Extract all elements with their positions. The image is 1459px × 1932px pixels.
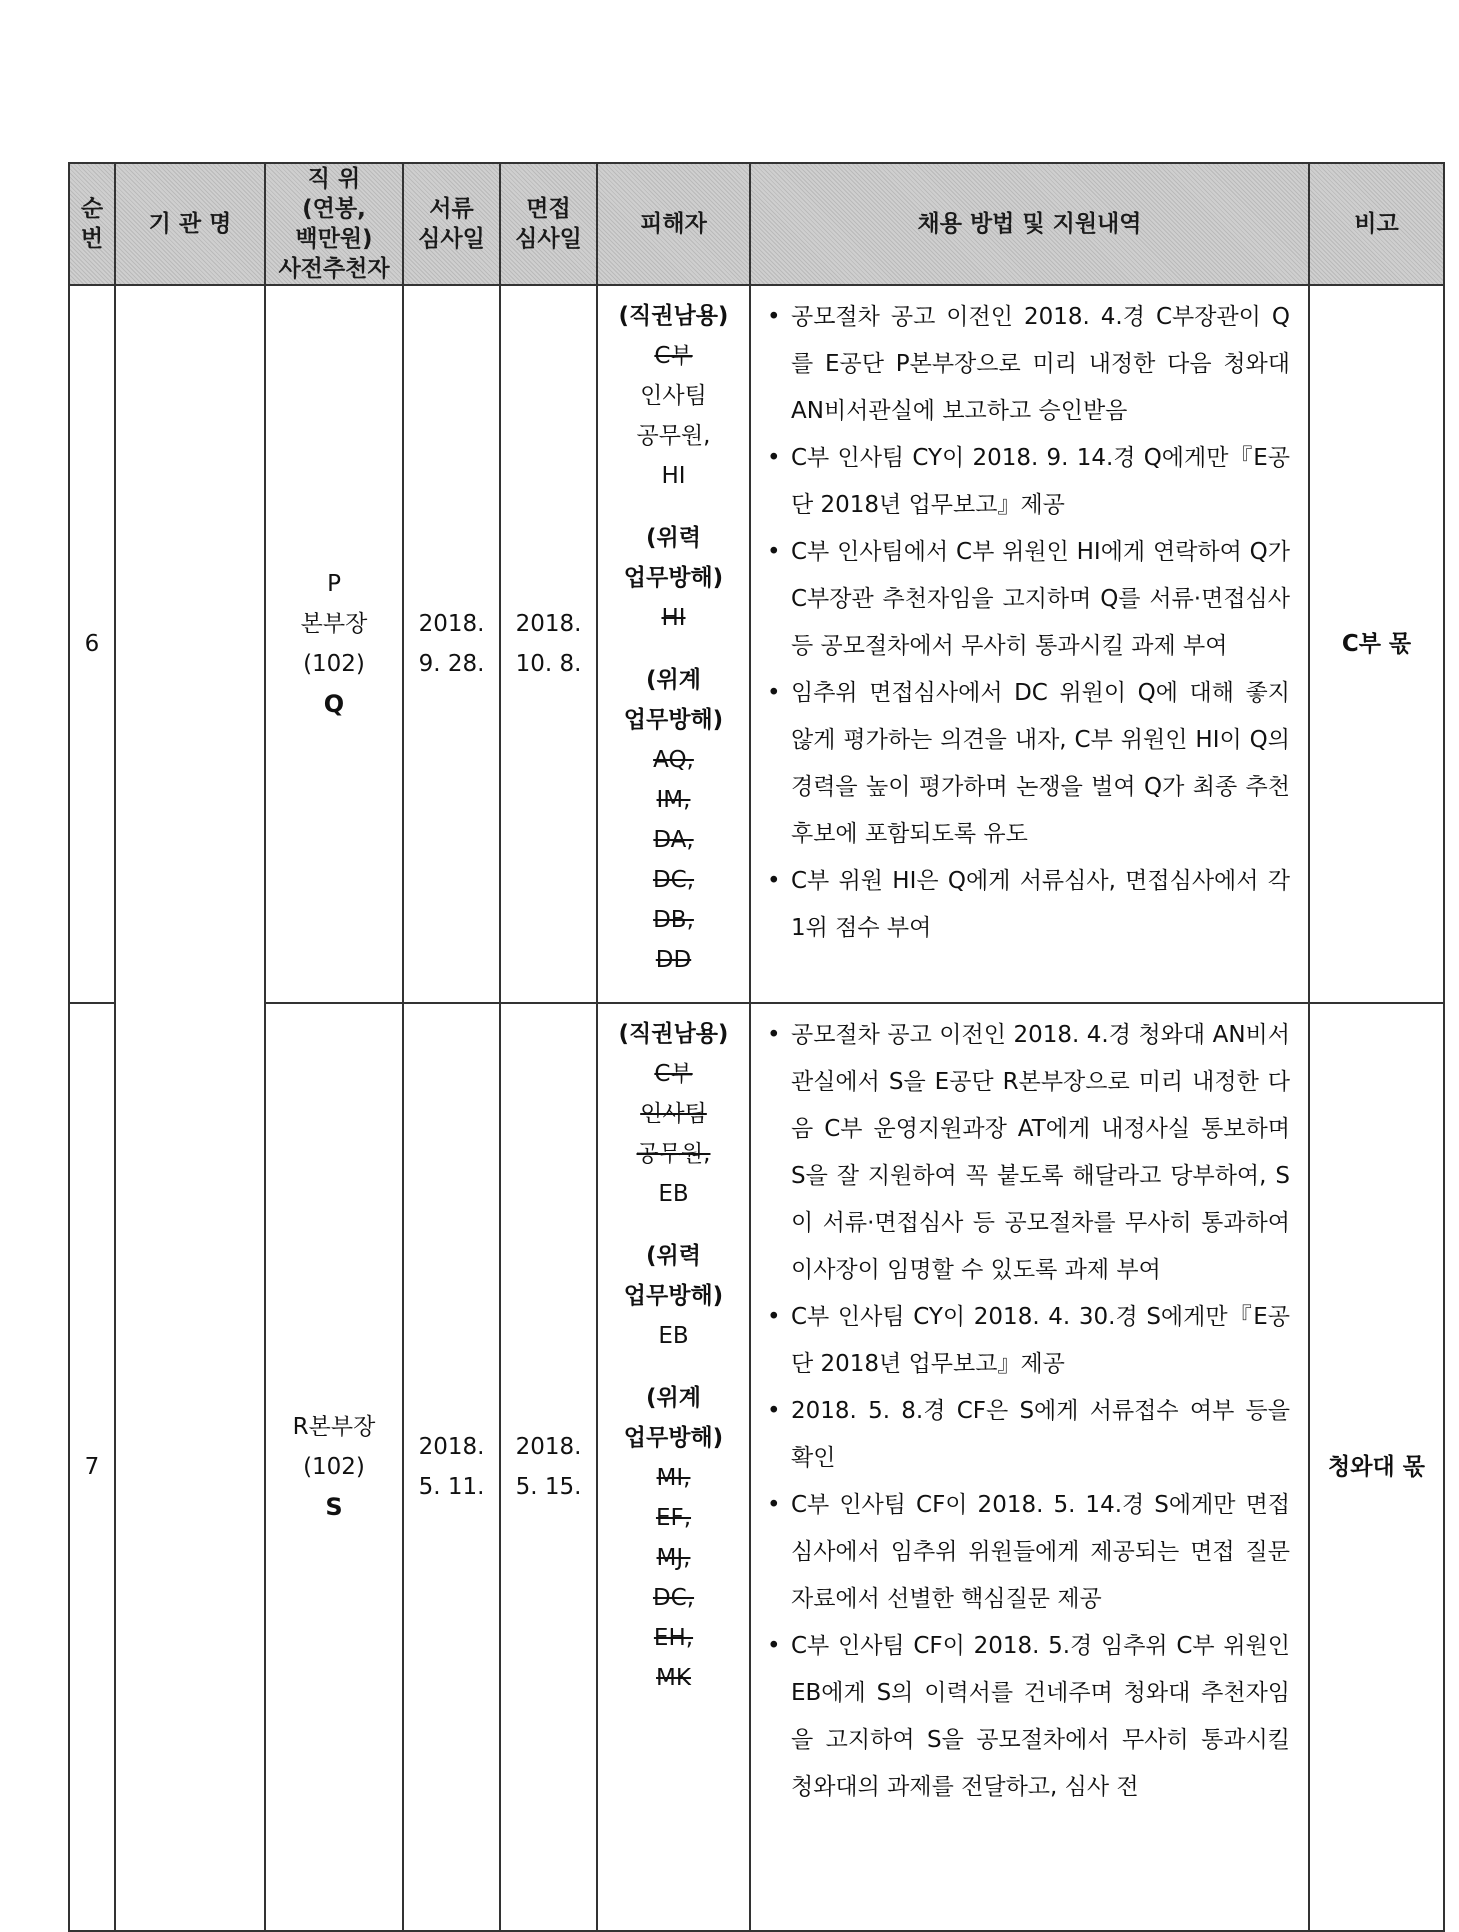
row-note: 청와대 몫 bbox=[1309, 1003, 1444, 1931]
victim-group: (위계 업무방해) MI, EF, MJ, DC, EH, MK bbox=[623, 1385, 724, 1691]
row-victims bbox=[597, 285, 750, 1003]
list-item: • C부 위원 HI은 Q에게 서류심사, 면접심사에서 각 1위 점수 부여 bbox=[761, 858, 1290, 952]
victim-group: (위력 업무방해) HI bbox=[623, 525, 724, 631]
header-victim: 피해자 bbox=[597, 163, 750, 285]
row-position bbox=[265, 1003, 403, 1931]
row-note: C부 몫 bbox=[1309, 285, 1444, 1003]
header-no: 순 번 bbox=[69, 163, 115, 285]
victim-group: (직권남용) C부 인사팀 공무원, HI bbox=[618, 303, 729, 489]
list-item: • C부 인사팀 CY이 2018. 4. 30.경 S에게만『E공단 2018년 업무보고』제공 bbox=[761, 1294, 1290, 1388]
row-doc-date: 2018. 5. 11. bbox=[403, 1003, 500, 1931]
row-interview-date: 2018. 10. 8. bbox=[500, 285, 597, 1003]
position-sub: 본부장 bbox=[300, 611, 368, 637]
row-methods bbox=[750, 285, 1309, 1003]
list-item: • 2018. 5. 8.경 CF은 S에게 서류접수 여부 등을 확인 bbox=[761, 1388, 1290, 1482]
header-position: 직 위 (연봉, 백만원) 사전추천자 bbox=[265, 163, 403, 285]
header-org: 기 관 명 bbox=[115, 163, 265, 285]
list-item: • C부 인사팀에서 C부 위원인 HI에게 연락하여 Q가 C부장관 추천자임을 고지하며 Q를 서류·면접심사 등 공모절차에서 무사히 통과시킬 과제 부여 bbox=[761, 529, 1290, 670]
position-sub: R본부장 bbox=[292, 1414, 376, 1440]
list-item: • 임추위 면접심사에서 DC 위원이 Q에 대해 좋지 않게 평가하는 의견을 내자, C부 위원인 HI이 Q의 경력을 높이 평가하며 논쟁을 벌여 Q가 최종 추천후보에 포함되도록 유도 bbox=[761, 670, 1290, 858]
row-methods bbox=[750, 1003, 1309, 1931]
row-no: 7 bbox=[69, 1003, 115, 1931]
header-doc-date: 서류 심사일 bbox=[403, 163, 500, 285]
position-salary: (102) bbox=[303, 651, 365, 677]
list-item: • C부 인사팀 CF이 2018. 5. 14.경 S에게만 면접심사에서 임추위 위원들에게 제공되는 면접 질문자료에서 선별한 핵심질문 제공 bbox=[761, 1482, 1290, 1623]
row-position bbox=[265, 285, 403, 1003]
position-title: P bbox=[327, 571, 341, 597]
list-item: • 공모절차 공고 이전인 2018. 4.경 청와대 AN비서관실에서 S을 E공단 R본부장으로 미리 내정한 다음 C부 운영지원과장 AT에게 내정사실 통보하며 S을 잘 지원하여 꼭 붙도록 해달라고 당부하여, S이 서류·면접심사 등 공모절차를 무사히 통과하여 이사장이 임명할 수 있도록 과제 부여 bbox=[761, 1012, 1290, 1294]
row-victims bbox=[597, 1003, 750, 1931]
recruitment-table bbox=[68, 162, 1445, 1932]
position-recommender: S bbox=[325, 1493, 343, 1521]
position-salary: (102) bbox=[303, 1454, 365, 1480]
row-org bbox=[115, 285, 265, 1931]
list-item: • C부 인사팀 CY이 2018. 9. 14.경 Q에게만『E공단 2018년 업무보고』제공 bbox=[761, 435, 1290, 529]
table-row bbox=[69, 285, 1444, 1003]
header-row bbox=[69, 163, 1444, 285]
header-note: 비고 bbox=[1309, 163, 1444, 285]
row-no: 6 bbox=[69, 285, 115, 1003]
row-interview-date: 2018. 5. 15. bbox=[500, 1003, 597, 1931]
header-method: 채용 방법 및 지원내역 bbox=[750, 163, 1309, 285]
header-interview-date: 면접 심사일 bbox=[500, 163, 597, 285]
victim-group: (위계 업무방해) AQ, IM, DA, DC, DB, DD bbox=[623, 667, 724, 973]
victim-group: (위력 업무방해) EB bbox=[623, 1243, 724, 1349]
list-item: • C부 인사팀 CF이 2018. 5.경 임추위 C부 위원인 EB에게 S의 이력서를 건네주며 청와대 추천자임을 고지하여 S을 공모절차에서 무사히 통과시킬 청와대의 과제를 전달하고, 심사 전 bbox=[761, 1623, 1290, 1811]
list-item: • 공모절차 공고 이전인 2018. 4.경 C부장관이 Q를 E공단 P본부장으로 미리 내정한 다음 청와대 AN비서관실에 보고하고 승인받음 bbox=[761, 294, 1290, 435]
position-recommender: Q bbox=[323, 690, 345, 718]
victim-group: (직권남용) C부 인사팀 공무원, EB bbox=[618, 1021, 729, 1207]
table-row bbox=[69, 1003, 1444, 1931]
row-doc-date: 2018. 9. 28. bbox=[403, 285, 500, 1003]
